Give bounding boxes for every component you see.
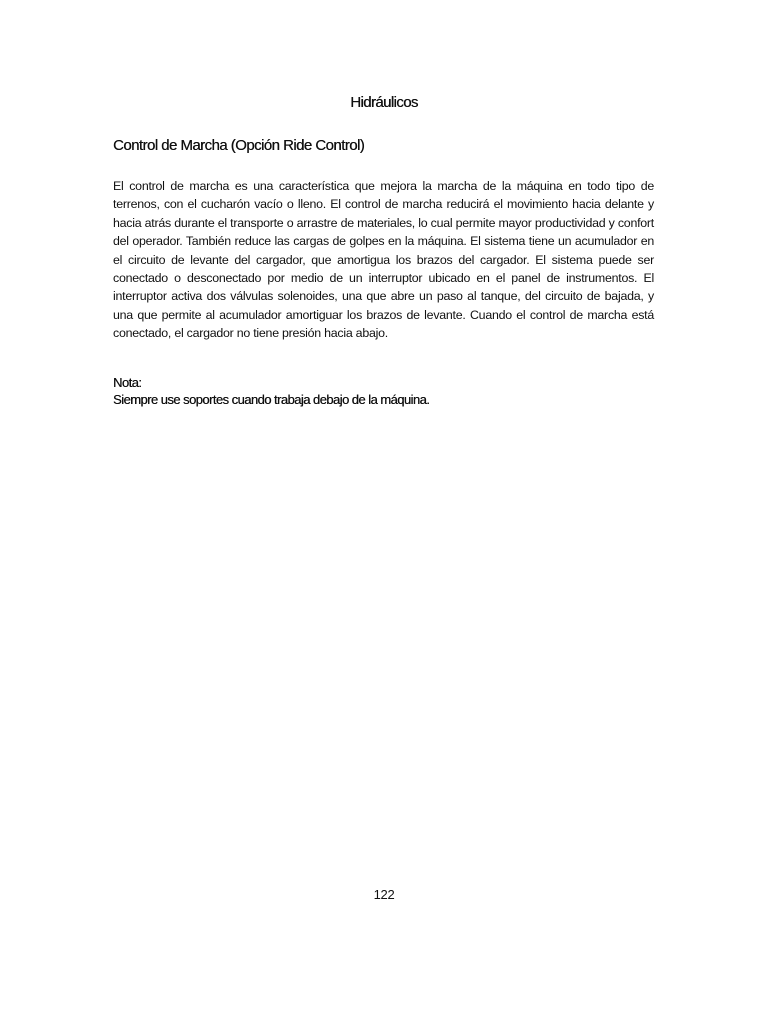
note-label: Nota: xyxy=(113,375,142,390)
subsection-title: Control de Marcha (Opción Ride Control) xyxy=(113,137,365,154)
section-title: Hidráulicos xyxy=(350,94,418,111)
note-block xyxy=(113,374,673,408)
note-text: Siempre use soportes cuando trabaja debajo de la máquina. xyxy=(113,392,430,407)
page-number: 122 xyxy=(373,887,395,902)
body-paragraph: El control de marcha es una característica que mejora la marcha de la máquina en todo tipo de terrenos, con el cucharón vacío o lleno. El control de marcha reducirá el movimiento hacia delante y hacia atrás durante el transporte o arrastre de materiales, lo cual permite mayor productividad y confort del operador. También reduce las cargas de golpes en la máquina. El sistema tiene un acumulador en el circuito de levante del cargador, que amortigua los brazos del cargador. El sistema puede ser conectado o desconectado por medio de un interruptor ubicado en el panel de instrumentos. El interruptor activa dos válvulas solenoides, una que abre un paso al tanque, del circuito de bajada, y una que permite al acumulador amortiguar los brazos de levante. Cuando el control de marcha está conectado, el cargador no tiene presión hacia abajo. xyxy=(113,179,654,341)
